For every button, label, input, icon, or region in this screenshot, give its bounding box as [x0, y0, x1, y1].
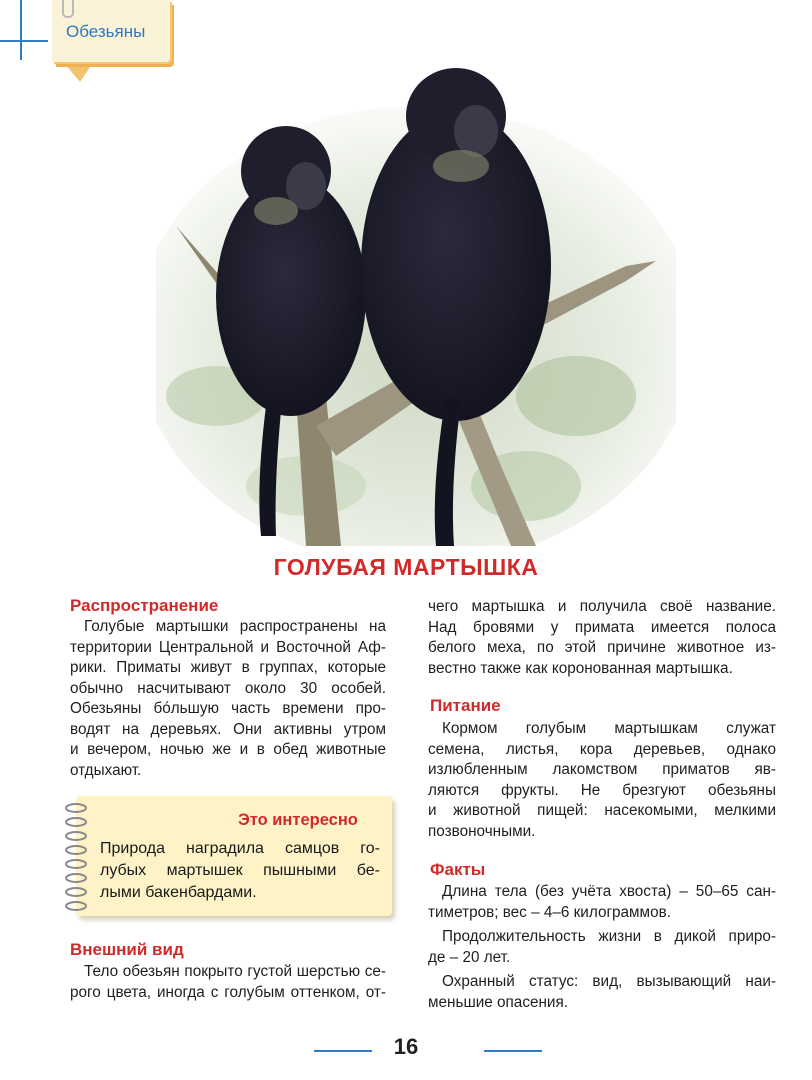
blue-monkeys-photo — [156, 66, 676, 546]
fact-box-heading: Это интересно — [238, 811, 358, 829]
diet-line: Кормом голубым мартышкам служат — [442, 720, 776, 737]
corner-rule-horizontal — [0, 40, 48, 42]
page-number: 16 — [393, 1034, 419, 1059]
distribution-heading: Распространение — [70, 596, 219, 615]
facts-length-line: тиметров; вес – 4–6 килограммов. — [428, 903, 671, 921]
distribution-line: Голубые мартышки распространены на — [84, 618, 386, 635]
facts-status-line: Охранный статус: вид, вызывающий наи- — [442, 973, 776, 990]
facts-paragraph — [428, 882, 776, 1013]
distribution-line: отдыхают. — [70, 761, 142, 779]
article-title: ГОЛУБАЯ МАРТЫШКА — [273, 554, 539, 580]
spiral-binding-icon — [62, 800, 90, 912]
distribution-line: и вечером, ночью же и в обед животные — [70, 741, 386, 758]
appearance-line: Над бровями у примата имеется полоса — [428, 618, 776, 636]
diet-line: ляются фрукты. Не брезгуют обезьяны — [428, 781, 776, 799]
facts-heading: Факты — [430, 860, 486, 879]
appearance-paragraph — [70, 962, 386, 1003]
footer-rule-right — [484, 1050, 542, 1052]
distribution-line: рики. Приматы живут в группах, которые — [70, 659, 386, 676]
distribution-paragraph — [70, 617, 386, 781]
distribution-line: обычно насчитывают около 30 особей. — [70, 679, 386, 697]
fact-box-line: лыми бакенбардами. — [100, 884, 257, 901]
appearance-line: рого цвета, иногда с голубым оттенком, от- — [70, 983, 386, 1001]
section-tab-label: Обезьяны — [66, 22, 146, 41]
diet-paragraph — [428, 719, 776, 842]
facts-lifespan-line: Продолжительность жизни в дикой приро- — [442, 928, 776, 945]
appearance-line: Тело обезьян покрыто густой шерстью се- — [84, 963, 386, 980]
distribution-line: Обезьяны бо́льшую часть времени про- — [70, 700, 386, 717]
facts-length-line: Длина тела (без учёта хвоста) – 50–65 сан- — [442, 883, 776, 900]
distribution-line: территории Центральной и Восточной Аф- — [70, 638, 386, 656]
distribution-line: водят на деревьях. Они активны утром — [70, 720, 386, 738]
facts-status-line: меньшие опасения. — [428, 993, 568, 1011]
facts-lifespan-line: де – 20 лет. — [428, 948, 511, 966]
diet-line: и животной пищей: насекомыми, мелкими — [428, 802, 776, 819]
appearance-line: белого меха, по этой причине животное из- — [428, 639, 776, 656]
diet-line: позвоночными. — [428, 822, 536, 840]
appearance-continuation — [428, 597, 776, 679]
paperclip-icon — [62, 0, 74, 18]
appearance-line: вестно также как коронованная мартышка. — [428, 659, 733, 677]
appearance-line: чего мартышка и получила своё название. — [428, 598, 776, 615]
corner-rule-vertical — [20, 0, 22, 60]
diet-line: семена, листья, кора деревьев, однако — [428, 740, 776, 758]
diet-line: излюбленным лакомством приматов яв- — [428, 761, 776, 778]
fact-box-line: лубых мартышек пышными бе- — [100, 862, 380, 879]
fact-box-text — [100, 838, 380, 904]
appearance-heading: Внешний вид — [70, 940, 184, 959]
diet-heading: Питание — [430, 696, 501, 715]
fact-box-line: Природа наградила самцов го- — [100, 840, 380, 857]
